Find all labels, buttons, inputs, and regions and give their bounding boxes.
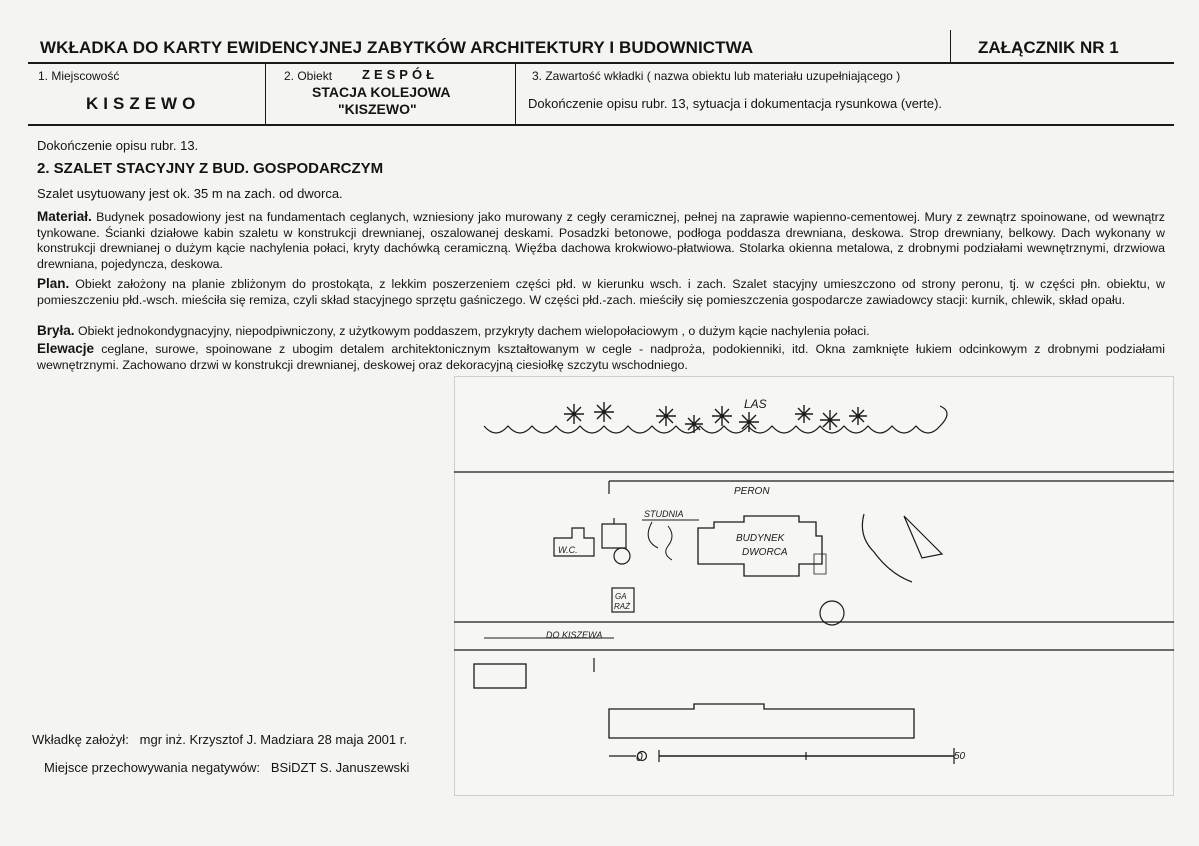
bryla-paragraph	[37, 323, 1165, 340]
plan-text: Obiekt założony na planie zbliżonym do prostokąta, z lekkim poszerzeniem części płd. w kierunku wsch. i zach. Szalet stacyjny umieszczono od strony peronu, tj. w części płn. obiektu, w pomieszczeniu płd.-wsch. mieściła się remiza, czyli skład stacyjnego sprzętu gaśniczego. W części płd.-zach. mieściły się pomieszczenia gospodarcze zawiadowcy stacji: kurnik, chlewik, skład opału.	[37, 277, 1165, 307]
material-paragraph	[37, 209, 1165, 272]
document-title: WKŁADKA DO KARTY EWIDENCYJNEJ ZABYTKÓW ARCHITEKTURY I BUDOWNICTWA	[40, 38, 754, 57]
field-divider-2	[515, 64, 516, 125]
negatives-value: BSiDZT S. Januszewski	[270, 760, 410, 775]
scale-start-label: 0	[636, 750, 643, 764]
plan-label: Plan.	[37, 276, 70, 291]
object-line-2: "KISZEWO"	[338, 101, 417, 117]
elewacje-text: ceglane, surowe, spoinowane z ubogim detalem architektonicznym kształtowanym w cegle - nadproża, podokienniki, itd. Okna zamknięte łukiem odcinkowym z drobnymi podziałami wewnętrznymi. Zachowano drzwi w konstrukcji drewnianej, deskowej oraz dekoracyjną ciesiołkę szczytu wschodniego.	[37, 342, 1165, 372]
field-divider-1	[265, 64, 266, 125]
sketch-frame	[455, 377, 1174, 796]
plan-paragraph	[37, 276, 1165, 308]
negatives-line	[44, 760, 409, 775]
object-label: 2. Obiekt	[284, 69, 333, 83]
author-value: mgr inż. Krzysztof J. Madziara 28 maja 2001 r.	[139, 732, 407, 747]
material-label: Materiał.	[37, 209, 92, 224]
fields-bottom-rule	[28, 124, 1174, 126]
annex-number: ZAŁĄCZNIK NR 1	[978, 38, 1119, 57]
locality-label: 1. Miejscowość	[38, 69, 120, 83]
header-top-rule	[28, 62, 1174, 64]
bryla-text: Obiekt jednokondygnacyjny, niepodpiwniczony, z użytkowym poddaszem, przykryty dachem wielopołaciowym , o dużym kącie nachylenia połaci.	[74, 324, 870, 338]
garage-label-1: GA	[615, 592, 627, 601]
locality-value: KISZEWO	[86, 94, 201, 113]
platform-label: PERON	[734, 486, 770, 497]
header-divider	[950, 30, 951, 64]
object-ensemble: ZESPÓŁ	[362, 67, 439, 82]
object-line-1: STACJA KOLEJOWA	[312, 84, 451, 100]
bryla-label: Bryła.	[37, 323, 75, 338]
elewacje-label: Elewacje	[37, 341, 95, 356]
intro-text: Dokończenie opisu rubr. 13.	[37, 138, 199, 153]
contents-value: Dokończenie opisu rubr. 13, sytuacja i dokumentacja rysunkowa (verte).	[528, 96, 943, 111]
material-text: Budynek posadowiony jest na fundamentach ceglanych, wzniesiony jako murowany z cegły ceramicznej, pełnej na zaprawie wapienno-cementowej. Mury z zewnątrz spoinowane, od wewnątrz tynkowane. Ścianki działowe kabin szaletu w konstrukcji drewnianej, oszalowanej deskami. Posadzki betonowe, podłoga poddasza drewniana, deskowa. Strop drewniany, belkowy. Dach wykonany w konstrukcji drewnianej o dużym kącie nachylenia połaci, kryty dachówką ceramiczną. Więźba dachowa krokwiowo-płatwiowa. Stolarka okienna metalowa, z drobnymi podziałami wewnętrznymi, drzwiowa drewniana, pojedyncza, deskowa.	[37, 210, 1165, 271]
station-label-2: DWORCA	[742, 547, 788, 558]
site-plan-sketch	[454, 376, 1174, 796]
well-label: STUDNIA	[644, 509, 684, 519]
wc-label: W.C.	[558, 545, 578, 555]
location-text: Szalet usytuowany jest ok. 35 m na zach. od dworca.	[37, 186, 343, 201]
negatives-label: Miejsce przechowywania negatywów:	[44, 760, 261, 775]
contents-label: 3. Zawartość wkładki ( nazwa obiektu lub materiału uzupełniającego )	[532, 69, 901, 83]
garage-label-2: RAŻ	[614, 602, 630, 611]
road-label: DO KISZEWA	[546, 630, 603, 640]
section-title: 2. SZALET STACYJNY Z BUD. GOSPODARCZYM	[37, 160, 384, 177]
station-label-1: BUDYNEK	[736, 533, 785, 544]
forest-label: LAS	[744, 397, 767, 411]
author-label: Wkładkę założył:	[32, 732, 129, 747]
scale-end-label: 50	[954, 751, 966, 762]
author-line	[32, 732, 407, 747]
elewacje-paragraph	[37, 341, 1165, 373]
